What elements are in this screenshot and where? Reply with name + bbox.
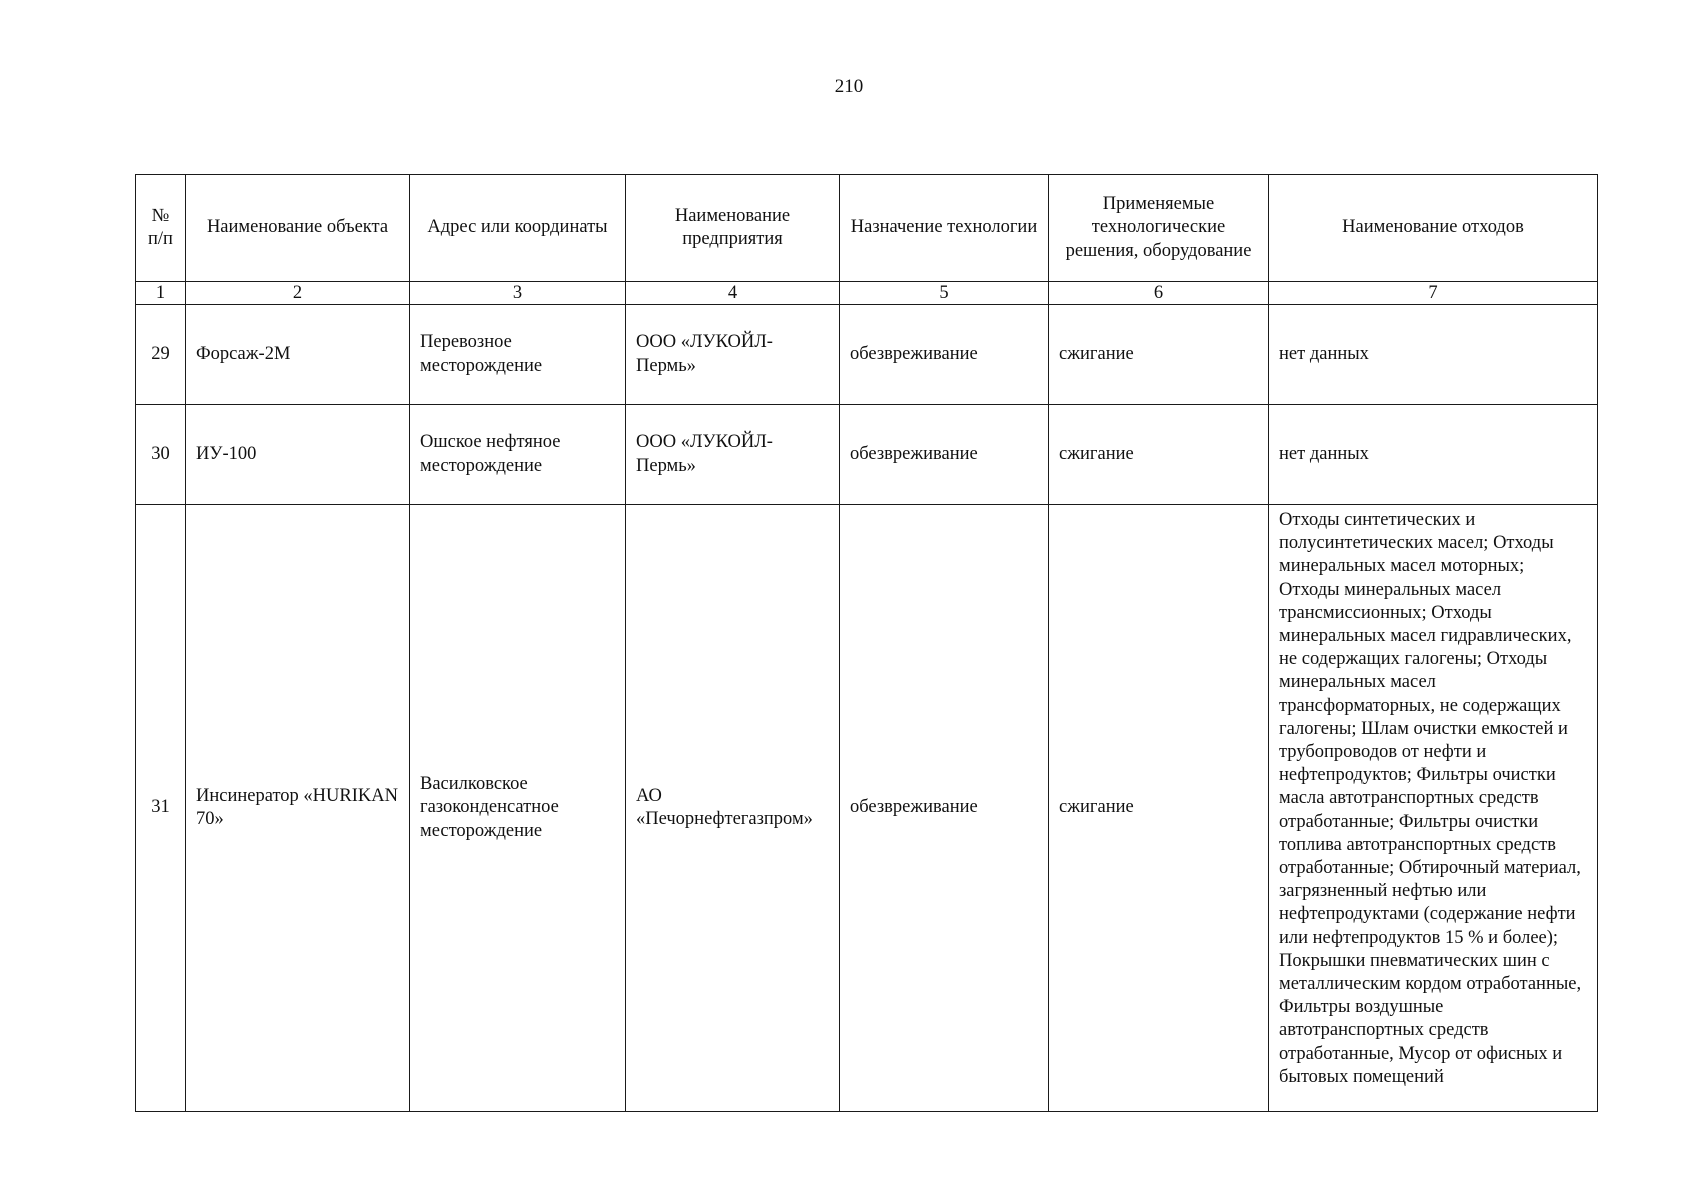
address-cell: Василковское газоконденсатное месторождение [410, 505, 626, 1112]
header-cell-object: Наименование объекта [186, 175, 410, 282]
solution-cell: сжигание [1049, 305, 1269, 405]
enterprise-cell: ООО «ЛУКОЙЛ-Пермь» [626, 305, 840, 405]
column-number-cell: 4 [626, 282, 840, 305]
header-cell-enterprise: Наименование предприятия [626, 175, 840, 282]
object-name-cell: Форсаж-2М [186, 305, 410, 405]
table-row [136, 505, 1598, 1112]
purpose-cell: обезвреживание [840, 305, 1049, 405]
address-cell: Перевозное месторождение [410, 305, 626, 405]
column-number-cell: 6 [1049, 282, 1269, 305]
header-cell-address: Адрес или координаты [410, 175, 626, 282]
column-number-cell: 2 [186, 282, 410, 305]
enterprise-cell: ООО «ЛУКОЙЛ-Пермь» [626, 405, 840, 505]
table-row [136, 305, 1598, 405]
waste-cell: нет данных [1269, 405, 1598, 505]
address-cell: Ошское нефтяное месторождение [410, 405, 626, 505]
column-number-cell: 3 [410, 282, 626, 305]
row-number-cell: 31 [136, 505, 186, 1112]
column-number-row [136, 282, 1598, 305]
row-number-cell: 30 [136, 405, 186, 505]
table-header-row [136, 175, 1598, 282]
header-cell-number: № п/п [136, 175, 186, 282]
object-name-cell: Инсинератор «HURIKAN 70» [186, 505, 410, 1112]
page-number: 210 [834, 76, 864, 97]
header-cell-purpose: Назначение технологии [840, 175, 1049, 282]
column-number-cell: 1 [136, 282, 186, 305]
solution-cell: сжигание [1049, 505, 1269, 1112]
column-number-cell: 5 [840, 282, 1049, 305]
purpose-cell: обезвреживание [840, 405, 1049, 505]
solution-cell: сжигание [1049, 405, 1269, 505]
enterprise-cell: АО «Печорнефтегазпром» [626, 505, 840, 1112]
table-row [136, 405, 1598, 505]
header-cell-solution: Применяемые технологические решения, оборудование [1049, 175, 1269, 282]
waste-cell: Отходы синтетических и полусинтетических масел; Отходы минеральных масел моторных; Отходы минеральных масел трансмиссионных; Отходы минеральных масел гидравлических, не содержащих галогены; Отходы минеральных масел трансформаторных, не содержащих галогены; Шлам очистки емкостей и трубопроводов от нефти и нефтепродуктов; Фильтры очистки масла автотранспортных средств отработанные; Фильтры очистки топлива автотранспортных средств отработанные; Обтирочный материал, загрязненный нефтью или нефтепродуктами (содержание нефти или нефтепродуктов 15 % и более); Покрышки пневматических шин с металлическим кордом отработанные, Фильтры воздушные автотранспортных средств отработанные, Мусор от офисных и бытовых помещений [1269, 505, 1598, 1112]
column-number-cell: 7 [1269, 282, 1598, 305]
purpose-cell: обезвреживание [840, 505, 1049, 1112]
row-number-cell: 29 [136, 305, 186, 405]
waste-cell: нет данных [1269, 305, 1598, 405]
waste-facilities-table [135, 174, 1598, 1112]
object-name-cell: ИУ-100 [186, 405, 410, 505]
header-cell-waste: Наименование отходов [1269, 175, 1598, 282]
